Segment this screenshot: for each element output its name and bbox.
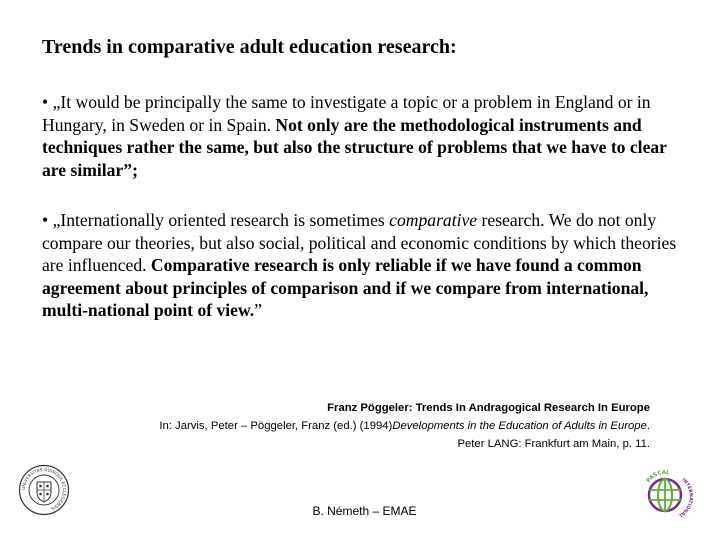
quote-1-bold-text: Not only are the methodological instruments and techniques rather the same, but also the structure of problems that we have to clear are similar”; [42, 114, 667, 180]
quote-2-regular-text-2: research. We do not only compare our theories, but also social, political and economic conditions by which theories are influenced. [42, 210, 677, 276]
footer-text: B. Németh – EMAE [312, 504, 417, 518]
quote-paragraph-1 [42, 91, 692, 181]
slide-title: Trends in comparative adult education research: [42, 36, 457, 58]
citation-block [50, 399, 650, 453]
citation-publisher: Peter LANG: Frankfurt am Main, p. 11. [457, 438, 650, 450]
quote-2-closing-mark: ” [254, 300, 262, 321]
footer-author [0, 504, 720, 518]
pascal-logo-subtext: INTERNATIONAL [677, 477, 693, 518]
bullet: • [42, 210, 53, 230]
citation-title: Franz Pöggeler: Trends In Andragogical Research In Europe [327, 402, 650, 414]
citation-source [50, 417, 650, 435]
quote-paragraph-2 [42, 209, 692, 322]
pascal-logo-text: PASCAL [645, 469, 671, 485]
seal-ring-text: UNIVERSITAS QUINQUE ECCLESIENSIS [21, 467, 67, 511]
citation-source-prefix: In: Jarvis, Peter – Pöggeler, Franz (ed.) (1994) [159, 420, 393, 432]
quote-2-italic-text: comparative [389, 210, 478, 230]
citation-book-title: Developments in the Education of Adults in Europe [392, 420, 647, 432]
citation-source-suffix: . [646, 420, 650, 432]
quote-2-bold-text: Comparative research is only reliable if we have found a common agreement about principles of comparison and if we compare from international, multi-national point of view. [42, 255, 649, 321]
quote-2-regular-text-1: „Internationally oriented research is sometimes [52, 210, 390, 230]
bullet: • [42, 92, 53, 112]
quote-1-regular-text: „It would be principally the same to investigate a topic or a problem in England or in Hungary, in Sweden or in Spain. [42, 92, 651, 135]
